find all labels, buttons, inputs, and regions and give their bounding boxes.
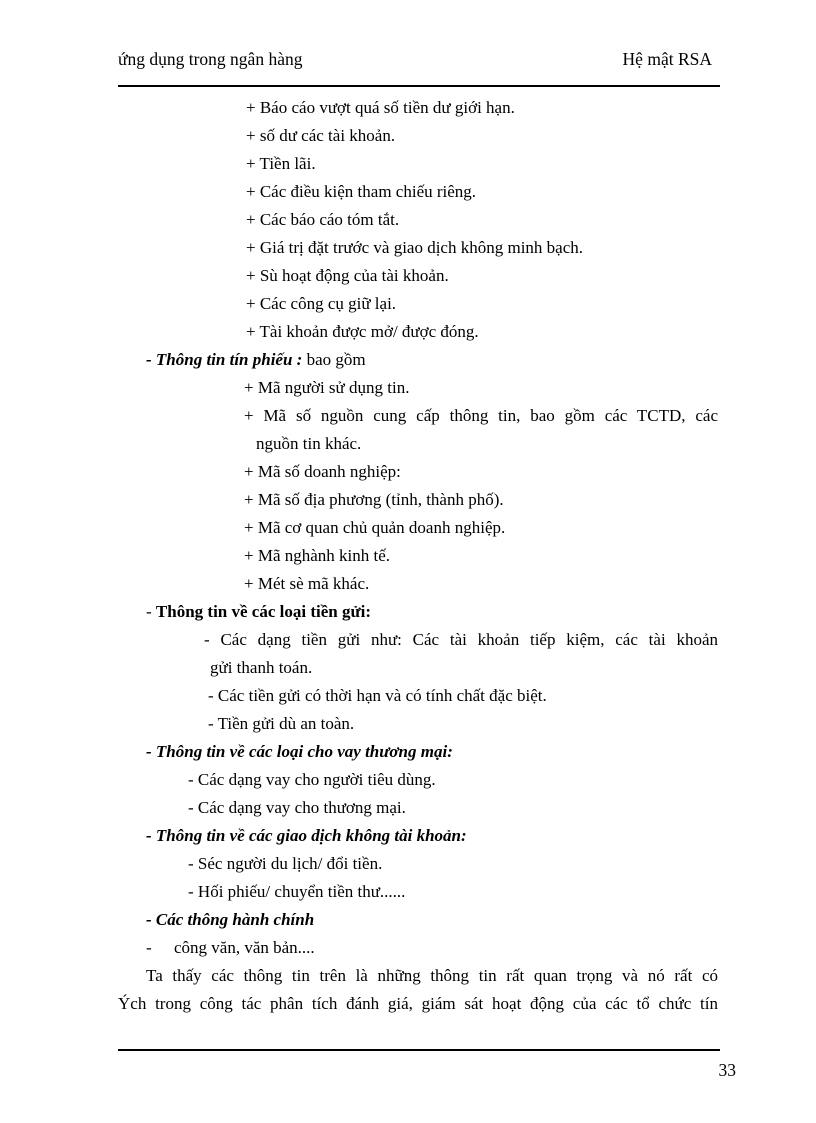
list-item: + Tài khoản được mở/ được đóng. xyxy=(246,322,479,341)
list-item: + Tiền lãi. xyxy=(246,154,316,173)
paragraph-line: Ých trong công tác phân tích đánh giá, giám sát hoạt động của các tổ chức tín xyxy=(118,994,718,1013)
list-item: - Hối phiếu/ chuyển tiền thư...... xyxy=(188,882,406,901)
list-item: + Các công cụ giữ lại. xyxy=(246,294,397,313)
section-heading-nonaccount: - Thông tin về các giao dịch không tài khoản: xyxy=(146,826,467,845)
section-heading-deposit-dash: - xyxy=(146,602,156,621)
list-item: + Mã cơ quan chủ quản doanh nghiệp. xyxy=(244,518,506,537)
list-item: + Mã số doanh nghiệp: xyxy=(244,462,401,481)
list-item: - Các dạng tiền gửi như: Các tài khoản tiếp kiệm, các tài khoản xyxy=(204,630,718,649)
list-item: + Sù hoạt động của tài khoản. xyxy=(246,266,449,285)
list-item: - Tiền gửi dù an toàn. xyxy=(208,714,355,733)
list-item: - Các dạng vay cho thương mại. xyxy=(188,798,406,817)
list-item: + số dư các tài khoản. xyxy=(246,126,396,145)
list-item: + Giá trị đặt trước và giao dịch không minh bạch. xyxy=(246,238,584,257)
list-item: + Báo cáo vượt quá số tiền dư giới hạn. xyxy=(246,98,515,117)
list-item-dash: - xyxy=(146,938,152,957)
section-heading-deposit xyxy=(146,602,371,622)
list-item: + Mét sè mã khác. xyxy=(244,574,370,593)
list-item-continuation: nguồn tin khác. xyxy=(256,434,362,453)
paragraph-line: Ta thấy các thông tin trên là những thông tin rất quan trọng và nó rất có xyxy=(146,966,718,985)
list-item: - Các dạng vay cho người tiêu dùng. xyxy=(188,770,436,789)
list-item-continuation: gửi thanh toán. xyxy=(210,658,313,677)
header-left-title: ứng dụng trong ngân hàng xyxy=(118,49,303,69)
header-right-title: Hệ mật RSA xyxy=(622,49,712,69)
page-number: 33 xyxy=(718,1060,736,1080)
section-heading-credit-suffix: bao gồm xyxy=(302,350,366,369)
list-item: + Mã số nguồn cung cấp thông tin, bao gồm các TCTD, các xyxy=(244,406,718,425)
section-heading-credit xyxy=(146,350,366,370)
header-rule xyxy=(118,85,720,87)
list-item: + Mã người sử dụng tin. xyxy=(244,378,410,397)
list-item: công văn, văn bản.... xyxy=(174,938,315,957)
list-item: + Các báo cáo tóm tắt. xyxy=(246,210,400,229)
list-item: + Mã nghành kinh tế. xyxy=(244,546,391,565)
list-item: + Mã số địa phương (tỉnh, thành phố). xyxy=(244,490,504,509)
footer-rule xyxy=(118,1049,720,1051)
section-heading-admin: - Các thông hành chính xyxy=(146,910,315,929)
list-item: - Séc người du lịch/ đổi tiền. xyxy=(188,854,383,873)
section-heading-deposit-label: Thông tin về các loại tiền gửi: xyxy=(155,602,372,621)
list-item: + Các điều kiện tham chiếu riêng. xyxy=(246,182,477,201)
section-heading-loans: - Thông tin về các loại cho vay thương mại: xyxy=(146,742,453,761)
section-heading-credit-label: - Thông tin tín phiếu : xyxy=(146,350,303,369)
list-item: - Các tiền gửi có thời hạn và có tính chất đặc biệt. xyxy=(208,686,547,705)
